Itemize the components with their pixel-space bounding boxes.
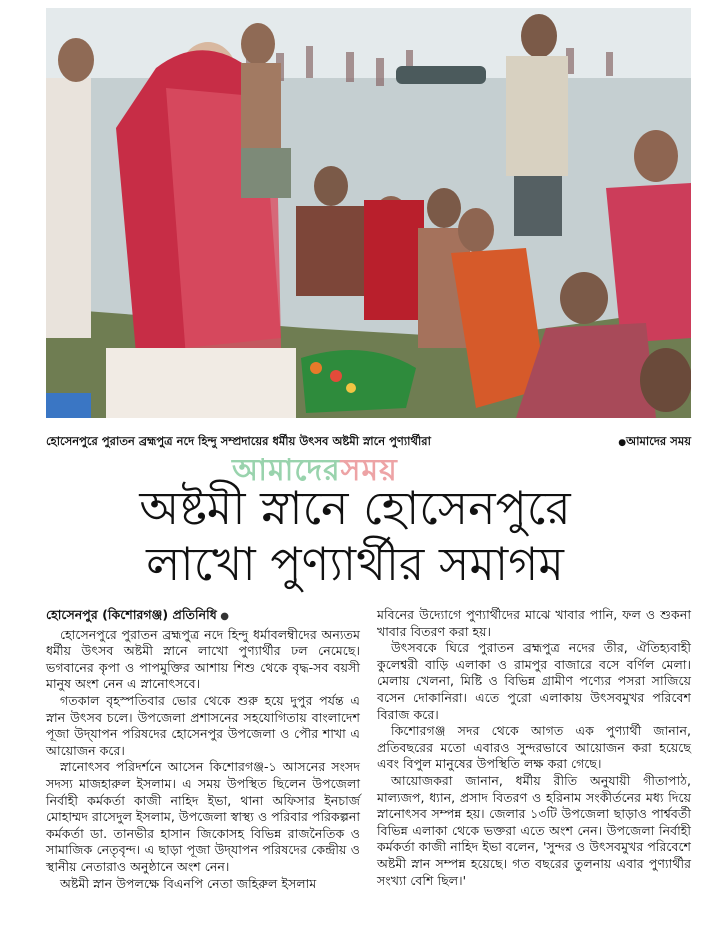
article-column-left (46, 607, 360, 892)
caption-text: হোসেনপুরে পুরাতন ব্রহ্মপুত্র নদে হিন্দু সম্প্রদায়ের ধর্মীয় উৎসব অষ্টমী স্নানে পুণ্যার্থীরা (46, 433, 431, 448)
article-paragraph: কিশোরগঞ্জ সদর থেকে আগত এক পুণ্যার্থী জানান, প্রতিবছরের মতো এবারও সুন্দরভাবে আয়োজন করা হয়েছে এবং বিপুল মানুষের উপস্থিতি লক্ষ করা গেছে। (377, 723, 691, 772)
news-photo (46, 8, 691, 418)
article-byline: হোসেনপুর (কিশোরগঞ্জ) প্রতিনিধি ● (46, 607, 360, 626)
article-paragraph: স্নানোৎসব পরিদর্শনে আসেন কিশোরগঞ্জ-১ আসনের সংসদ সদস্য মাজহারুল ইসলাম। এ সময় উপস্থিত ছিলেন উপজেলা নির্বাহী কর্মকর্তা কাজী নাহিদ ইভা, থানা অফিসার ইনচার্জ মোহাম্মদ রাসেদুল ইসলাম, উপজেলা স্বাস্থ্য ও পরিবার পরিকল্পনা কর্মকর্তা ডা. তানভীর হাসান জিকোসহ বিভিন্ন রাজনৈতিক ও সামাজিক নেতৃবৃন্দ। এ ছাড়া পূজা উদ্‌যাপন পরিষদের কেন্দ্রীয় ও স্থানীয় নেতারাও অনুষ্ঠানে অংশ নেন। (46, 759, 360, 874)
article-paragraph: অষ্টমী স্নান উপলক্ষে বিএনপি নেতা জহিরুল ইসলাম (60, 875, 317, 891)
article-paragraph: মবিনের উদ্যোগে পুণ্যার্থীদের মাঝে খাবার পানি, ফল ও শুকনা খাবার বিতরণ করা হয়। (377, 607, 691, 639)
article-paragraph: হোসেনপুরে পুরাতন ব্রহ্মপুত্র নদে হিন্দু ধর্মাবলম্বীদের অন্যতম ধর্মীয় উৎসব অষ্টমী স্নানে লাখো পুণ্যার্থীর ঢল নেমেছে। ভগবানের কৃপা ও পাপমুক্তির আশায় শিশু থেকে বৃদ্ধ-সব বয়সী মানুষ অংশ নেন এ স্নানোৎসবে। (46, 626, 360, 692)
article-paragraph: উৎসবকে ঘিরে পুরাতন ব্রহ্মপুত্র নদের তীর, ঐতিহ্যবাহী কুলেশ্বরী বাড়ি এলাকা ও রামপুর বাজারে বসে বর্ণিল মেলা। মেলায় খেলনা, মিষ্টি ও বিভিন্ন গ্রামীণ পণ্যের পসরা সাজিয়ে বসেন দোকানিরা। এতে পুরো এলাকায় উৎসবমুখর পরিবেশ বিরাজ করে। (377, 640, 691, 722)
article-paragraph: আয়োজকরা জানান, ধর্মীয় রীতি অনুযায়ী গীতাপাঠ, মাল্যজপ, ধ্যান, প্রসাদ বিতরণ ও হরিনাম সংকীর্তনের মধ্য দিয়ে স্নানোৎসব সম্পন্ন হয়। জেলার ১৩টি উপজেলা ছাড়াও পার্শ্ববর্তী বিভিন্ন এলাকা থেকে ভক্তরা এতে অংশ নেন। উপজেলা নির্বাহী কর্মকর্তা কাজী নাহিদ ইভা বলেন, 'সুন্দর ও উৎসবমুখর পরিবেশে অষ্টমী স্নান সম্পন্ন হয়েছে। গত বছরের তুলনায় এবার পুণ্যার্থীর সংখ্যা বেশি ছিল।' (377, 772, 691, 888)
photo-bathing-ceremony-icon (46, 8, 691, 418)
watermark-part-1: আমাদের (232, 453, 341, 488)
photo-credit: ● আমাদের সময় (618, 433, 691, 452)
article-paragraph: গতকাল বৃহস্পতিবার ভোর থেকে শুরু হয়ে দুপুর পর্যন্ত এ স্নান উৎসব চলে। উপজেলা প্রশাসনের সহযোগিতায় বাংলাদেশ পূজা উদ্‌যাপন পরিষদের হোসেনপুর উপজেলা ও পৌর শাখা এ আয়োজন করে। (46, 692, 360, 758)
headline-line-1: অষ্টমী স্নানে হোসেনপুরে (139, 481, 571, 535)
article-column-right (377, 607, 691, 889)
headline-line-2: লাখো পুণ্যার্থীর সমাগম (146, 537, 564, 591)
watermark-part-2: সময় (340, 453, 398, 488)
